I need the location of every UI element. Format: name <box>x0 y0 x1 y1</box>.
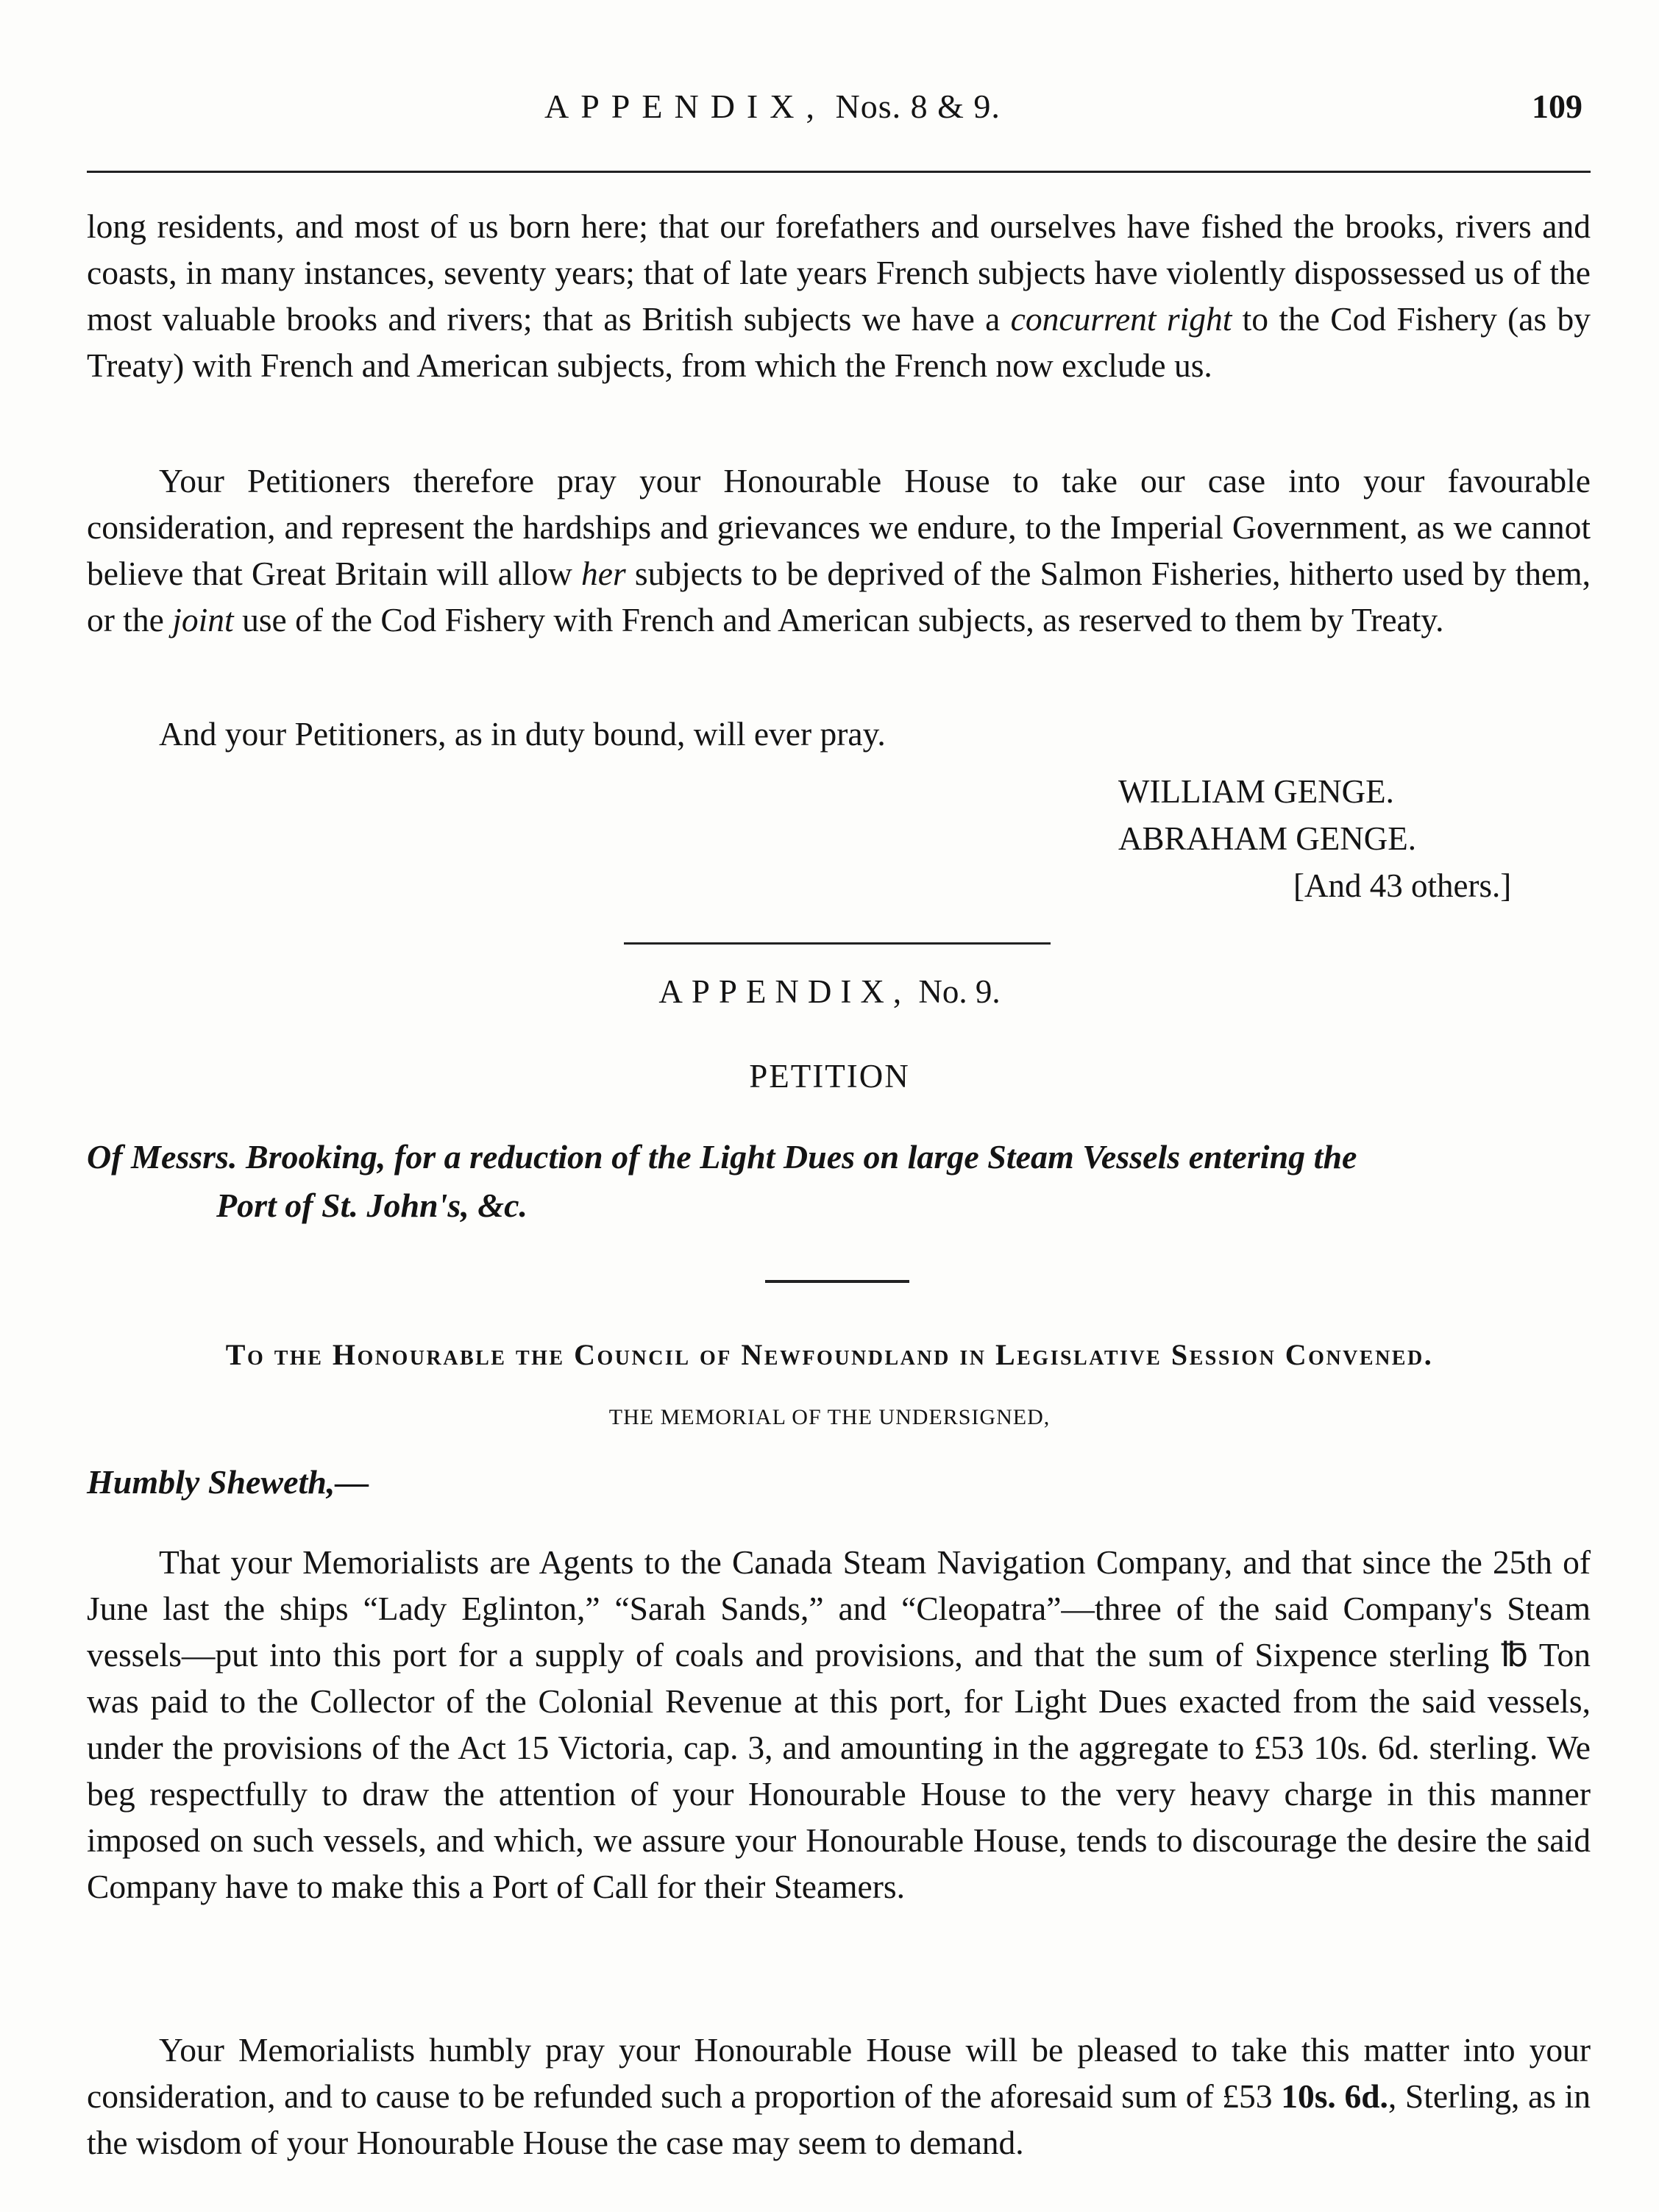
memorial-address: To the Honourable the Council of Newfoundland in Legislative Session Convened. <box>225 1338 1434 1371</box>
para1-italic: concurrent right <box>1010 300 1232 338</box>
page-number: 109 <box>1532 88 1582 125</box>
para1-text-b: to the Cod Fishery (as by Treaty) with French and American subjects, from which the French now exclude us. <box>87 300 1591 384</box>
petition-closing-line: And your Petitioners, as in duty bound, will ever pray. <box>159 715 886 753</box>
memorial-paragraph-2 <box>87 2027 1591 2166</box>
memorial-paragraph-1: That your Memorialists are Agents to the Canada Steam Navigation Company, and that since the 25th of June last the ships “Lady Eglinton,” “Sarah Sands,” and “Cleopatra”—three of the said Company's Steam vessels—put into this port for a supply of coals and provisions, and that the sum of Sixpence sterling ℔ Ton was paid to the Collector of the Colonial Revenue at this port, for Light Dues exacted from the said vessels, under the provisions of the Act 15 Victoria, cap. 3, and amounting in the aggregate to £53 10s. 6d. sterling. We beg respectfully to draw the attention of your Honourable House to the very heavy charge in this manner imposed on such vessels, and which, we assure your Honourable House, tends to discourage the desire the said Company have to make this a Port of Call for their Steamers. <box>87 1543 1591 1905</box>
petition-subtitle-line1: Of Messrs. Brooking, for a reduction of the Light Dues on large Steam Vessels entering the <box>87 1138 1357 1176</box>
para1-text-a: long residents, and most of us born here; that our forefathers and ourselves have fished the brooks, rivers and coasts, in many instances, seventy years; that of late years French subjects have violently dispossessed us of the most valuable brooks and rivers; that as British subjects we have a <box>87 207 1591 338</box>
para2-italic-joint: joint <box>172 601 234 639</box>
petition-subtitle-line2: Port of St. John's, &c. <box>216 1187 528 1224</box>
signature-william-genge: WILLIAM GENGE. <box>1118 773 1394 810</box>
memorial-para2-bold: 10s. 6d. <box>1281 2077 1388 2115</box>
signature-abraham-genge: ABRAHAM GENGE. <box>1118 820 1416 857</box>
header-rule <box>87 171 1591 173</box>
appendix-9-heading <box>0 972 1659 1011</box>
running-title <box>544 87 1001 126</box>
page-header <box>0 87 1659 138</box>
running-title-word: APPENDIX, <box>544 88 826 125</box>
running-title-numbers: Nos. 8 & 9. <box>835 88 1001 125</box>
short-divider <box>765 1280 909 1283</box>
petition-title: PETITION <box>749 1058 910 1095</box>
section-divider <box>624 942 1051 945</box>
para2-text-b: subjects to be deprived of the Salmon Fisheries, hitherto used by them, or the <box>87 555 1591 639</box>
appendix-9-number: No. 9. <box>918 973 1001 1010</box>
appendix-9-word: APPENDIX, <box>658 973 911 1010</box>
petition-paragraph-continued <box>87 203 1591 388</box>
memorial-para2-text-a: Your Memorialists humbly pray your Honourable House will be pleased to take this matter into your consideration, and to cause to be refunded such a proportion of the aforesaid sum of £53 <box>87 2031 1591 2115</box>
memorial-salutation: Humbly Sheweth,— <box>87 1463 369 1501</box>
petition-subtitle <box>87 1133 1591 1230</box>
para2-italic-her: her <box>581 555 626 592</box>
para2-text-c: use of the Cod Fishery with French and American subjects, as reserved to them by Treaty. <box>233 601 1444 639</box>
memorial-para2-text-b: , Sterling, as in the wisdom of your Honourable House the case may seem to demand. <box>87 2077 1591 2161</box>
memorial-subheading: THE MEMORIAL OF THE UNDERSIGNED, <box>608 1405 1051 1429</box>
petition-prayer-paragraph <box>87 458 1591 643</box>
signature-others: [And 43 others.] <box>1293 867 1512 904</box>
para2-text-a: Your Petitioners therefore pray your Honourable House to take our case into your favourable consideration, and represent the hardships and grievances we endure, to the Imperial Government, as we cannot believe that Great Britain will allow <box>87 462 1591 592</box>
